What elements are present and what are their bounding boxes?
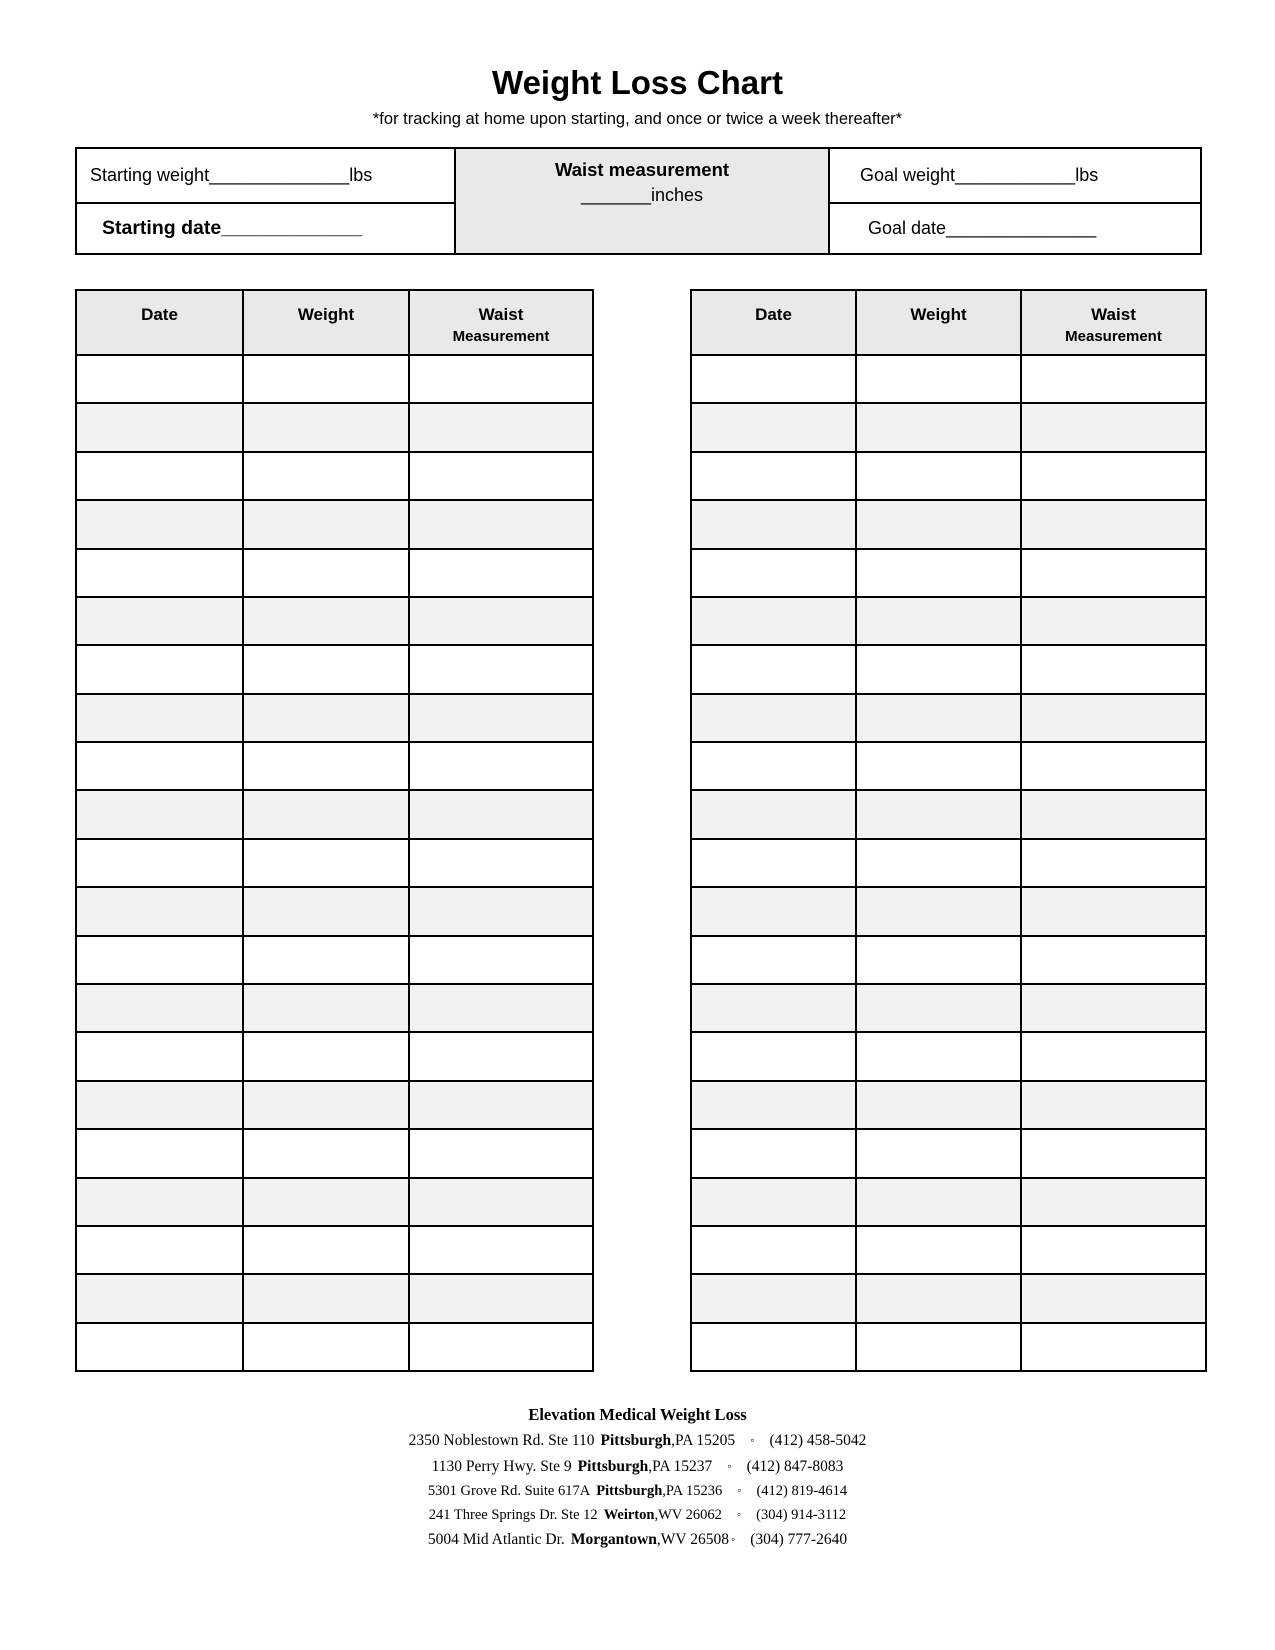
clinic-location-line [0,1530,1275,1549]
log-row [76,1081,593,1129]
location-phone: (412) 819-4614 [756,1482,848,1499]
log-cell [1021,1032,1206,1080]
log-cell [76,742,243,790]
log-row [691,500,1206,548]
log-cell [409,597,593,645]
goal-date-label: Goal date [868,217,947,238]
page-title: Weight Loss Chart [492,64,783,101]
log-cell [76,984,243,1032]
log-row [76,452,593,500]
log-cell [76,355,243,403]
log-row [691,355,1206,403]
log-cell [1021,1323,1206,1371]
log-cell [243,1129,409,1177]
log-cell [1021,694,1206,742]
location-city: Pittsburgh [596,1482,663,1499]
log-cell [76,549,243,597]
log-cell [76,1274,243,1322]
log-cell [409,355,593,403]
log-row [76,694,593,742]
log-row [691,452,1206,500]
log-cell [243,1081,409,1129]
log-row [76,355,593,403]
log-cell [691,984,856,1032]
log-cell [691,694,856,742]
log-cell [1021,452,1206,500]
log-cell [1021,742,1206,790]
location-region: ,PA 15236 [662,1482,723,1499]
log-cell [856,500,1021,548]
log-cell [1021,839,1206,887]
log-cell [409,839,593,887]
log-cell [691,887,856,935]
summary-right-section [830,149,1200,253]
log-cell [243,597,409,645]
log-cell [243,1032,409,1080]
log-cell [691,1081,856,1129]
goal-date-blank-line: _______________ [946,217,1097,238]
clinic-locations [0,1431,1275,1549]
log-cell [1021,597,1206,645]
location-phone: (304) 914-3112 [756,1507,847,1524]
waist-unit: inches [651,184,704,205]
log-cell [856,645,1021,693]
log-row [691,790,1206,838]
location-phone: (412) 458-5042 [769,1432,867,1450]
log-cell [691,839,856,887]
column-header-waist-line1: Waist [478,304,524,324]
location-phone: (304) 777-2640 [750,1531,848,1549]
log-row [76,1178,593,1226]
log-cell [409,790,593,838]
log-row [691,403,1206,451]
log-cell [1021,549,1206,597]
log-tables [75,289,1275,1372]
goal-weight-field [830,149,1200,204]
log-cell [243,1274,409,1322]
log-cell [243,887,409,935]
log-cell [1021,887,1206,935]
log-row [76,1323,593,1371]
location-region: ,WV 26508 [656,1531,729,1549]
log-cell [856,1274,1021,1322]
log-cell [76,403,243,451]
log-cell [691,1323,856,1371]
log-cell [76,839,243,887]
log-cell [1021,790,1206,838]
location-city: Morgantown [570,1531,657,1549]
log-cell [243,403,409,451]
log-cell [409,887,593,935]
log-row [76,790,593,838]
log-cell [1021,355,1206,403]
log-cell [243,984,409,1032]
location-city: Pittsburgh [577,1457,649,1475]
log-cell [856,1178,1021,1226]
goal-date-field [830,204,1200,253]
goal-weight-unit: lbs [1075,164,1099,185]
log-row [76,403,593,451]
log-cell [691,500,856,548]
log-cell [409,500,593,548]
log-cell [76,1129,243,1177]
log-cell [76,645,243,693]
waist-measurement-label: Waist measurement [554,158,730,180]
log-row [691,984,1206,1032]
log-cell [76,1081,243,1129]
log-cell [243,452,409,500]
log-cell [691,597,856,645]
starting-weight-unit: lbs [349,164,373,185]
summary-left-section [77,149,454,253]
clinic-location-line [0,1482,1275,1500]
log-cell [691,742,856,790]
log-cell [691,1129,856,1177]
page-subtitle: *for tracking at home upon starting, and once or twice a week thereafter* [372,109,903,128]
log-cell [1021,936,1206,984]
bullet-separator-icon: ◦ [727,1458,732,1473]
log-cell [1021,1274,1206,1322]
log-cell [409,1081,593,1129]
log-cell [243,1323,409,1371]
goal-weight-label: Goal weight [860,164,956,185]
log-cell [409,645,593,693]
log-cell [1021,984,1206,1032]
log-cell [76,1226,243,1274]
log-cell [409,1032,593,1080]
log-cell [243,1226,409,1274]
log-cell [409,1129,593,1177]
log-row [76,936,593,984]
log-cell [1021,403,1206,451]
log-row [691,597,1206,645]
clinic-name: Elevation Medical Weight Loss [528,1405,747,1425]
log-row [76,645,593,693]
log-cell [409,984,593,1032]
log-row [691,1274,1206,1322]
log-cell [243,1178,409,1226]
log-cell [409,403,593,451]
log-cell [1021,1129,1206,1177]
summary-box [75,147,1202,255]
log-cell [1021,1081,1206,1129]
location-city: Weirton [603,1507,655,1524]
log-cell [76,452,243,500]
location-region: ,PA 15237 [648,1457,713,1475]
log-row [691,1178,1206,1226]
location-address: 241 Three Springs Dr. Ste 12 [428,1507,598,1524]
log-cell [856,549,1021,597]
log-cell [243,839,409,887]
bullet-separator-icon: ◦ [736,1507,742,1522]
log-row [691,1129,1206,1177]
log-row [691,694,1206,742]
starting-date-field [77,204,454,253]
bullet-separator-icon: ◦ [730,1532,736,1547]
log-cell [76,1032,243,1080]
log-row [76,500,593,548]
log-cell [76,936,243,984]
log-cell [691,1178,856,1226]
table-header-row [76,290,593,355]
column-header-waist [409,290,593,355]
log-cell [1021,500,1206,548]
log-cell [691,645,856,693]
log-cell [856,403,1021,451]
log-cell [76,887,243,935]
log-cell [856,790,1021,838]
log-cell [856,936,1021,984]
location-address: 2350 Noblestown Rd. Ste 110 [408,1432,595,1450]
log-row [691,742,1206,790]
clinic-location-line [0,1506,1275,1524]
clinic-location-line [0,1457,1275,1476]
log-row [691,549,1206,597]
log-cell [691,1226,856,1274]
log-cell [856,1226,1021,1274]
log-table-right [690,289,1207,1372]
location-address: 1130 Perry Hwy. Ste 9 [431,1457,572,1475]
starting-weight-label: Starting weight [90,164,210,185]
log-cell [243,694,409,742]
log-cell [691,452,856,500]
log-cell [856,1323,1021,1371]
log-cell [243,549,409,597]
log-cell [691,790,856,838]
log-cell [1021,1226,1206,1274]
log-cell [691,1032,856,1080]
log-row [76,887,593,935]
log-cell [76,790,243,838]
log-row [76,742,593,790]
log-row [691,1032,1206,1080]
log-cell [76,1323,243,1371]
log-cell [243,936,409,984]
log-cell [243,790,409,838]
log-row [76,984,593,1032]
log-cell [243,500,409,548]
waist-measurement-field [454,149,830,253]
log-cell [76,1178,243,1226]
log-cell [856,597,1021,645]
log-cell [409,1226,593,1274]
log-row [76,1274,593,1322]
table-header-row [691,290,1206,355]
log-cell [243,645,409,693]
location-address: 5301 Grove Rd. Suite 617A [427,1482,591,1499]
log-cell [76,597,243,645]
log-cell [409,1178,593,1226]
column-header-waist-line1: Waist [1091,304,1136,324]
log-row [691,645,1206,693]
log-table-left [75,289,594,1372]
log-cell [856,1032,1021,1080]
log-cell [856,452,1021,500]
log-row [76,839,593,887]
log-row [76,597,593,645]
location-region: ,WV 26062 [654,1507,722,1524]
log-cell [409,1274,593,1322]
goal-weight-blank-line: ____________ [955,164,1076,185]
column-header-date: Date [691,290,856,355]
log-cell [856,887,1021,935]
waist-measurement-blank [456,185,828,206]
location-phone: (412) 847-8083 [746,1457,844,1475]
column-header-weight: Weight [243,290,409,355]
column-header-waist-line2: Measurement [452,327,550,345]
log-row [691,1323,1206,1371]
log-row [76,549,593,597]
log-cell [856,1129,1021,1177]
log-row [76,1129,593,1177]
log-row [691,839,1206,887]
log-row [691,936,1206,984]
log-cell [691,549,856,597]
starting-weight-field [77,149,454,204]
location-city: Pittsburgh [600,1432,672,1450]
log-cell [856,355,1021,403]
log-cell [409,694,593,742]
log-cell [856,1081,1021,1129]
log-cell [856,839,1021,887]
log-cell [243,742,409,790]
column-header-weight: Weight [856,290,1021,355]
location-region: ,PA 15205 [671,1432,736,1450]
log-row [76,1226,593,1274]
log-cell [856,742,1021,790]
log-cell [243,355,409,403]
log-row [691,887,1206,935]
log-row [691,1226,1206,1274]
bullet-separator-icon: ◦ [750,1433,755,1448]
log-cell [691,403,856,451]
column-header-waist [1021,290,1206,355]
log-cell [76,500,243,548]
location-address: 5004 Mid Atlantic Dr. [427,1531,565,1549]
column-header-waist-line2: Measurement [1065,327,1162,345]
log-cell [691,1274,856,1322]
log-row [76,1032,593,1080]
footer [0,1405,1275,1549]
waist-blank-line: _______ [580,184,652,205]
starting-weight-blank-line: ______________ [209,164,350,185]
log-cell [409,1323,593,1371]
log-cell [856,984,1021,1032]
log-cell [1021,645,1206,693]
log-cell [409,549,593,597]
column-header-date: Date [76,290,243,355]
log-cell [691,355,856,403]
log-cell [409,452,593,500]
log-cell [76,694,243,742]
log-cell [409,742,593,790]
starting-date-blank-line: _____________ [221,216,363,239]
log-cell [691,936,856,984]
log-cell [856,694,1021,742]
log-cell [1021,1178,1206,1226]
log-row [691,1081,1206,1129]
bullet-separator-icon: ◦ [737,1482,742,1497]
log-cell [409,936,593,984]
clinic-location-line [0,1431,1275,1450]
starting-date-label: Starting date [102,216,222,239]
